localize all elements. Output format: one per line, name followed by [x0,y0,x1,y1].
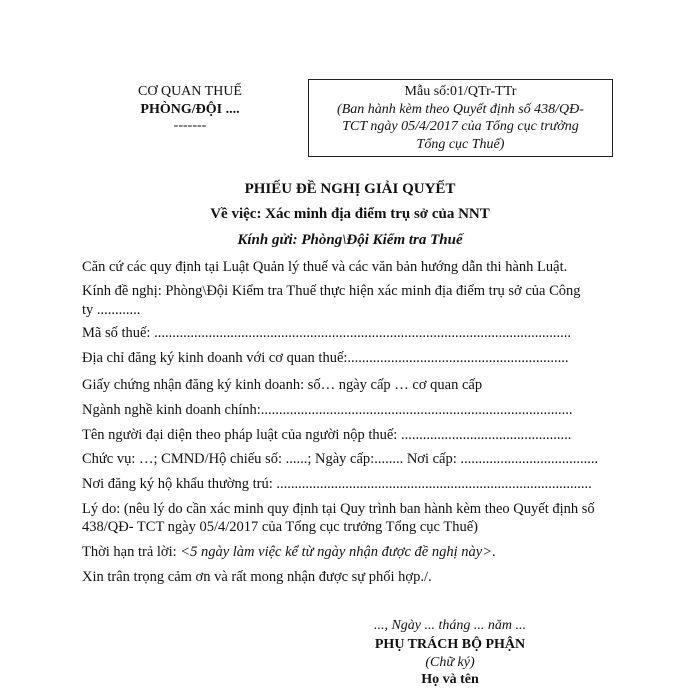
document-title: PHIẾU ĐỀ NGHỊ GIẢI QUYẾT [244,181,456,197]
form-issuance-note-line3: Tổng cục Thuế) [416,136,505,152]
form-number: Mẫu số:01/QTr-TTr [404,84,517,99]
permanent-residence-field: Nơi đăng ký hộ khẩu thường trú: ....................................................................................... [82,476,592,492]
request-line: Kính đề nghị: Phòng\Đội Kiểm tra Thuế thực hiện xác minh địa điểm trụ sở của Công [82,283,581,299]
agency-name: CƠ QUAN THUẾ [138,84,242,99]
deadline-value: <5 ngày làm việc kể từ ngày nhận được đề nghị này> [180,544,492,560]
business-address-field: Địa chỉ đăng ký kinh doanh với cơ quan thuế:............................................................. [82,350,569,366]
reason-line1: Lý do: (nêu lý do cần xác minh quy định tại Quy trình ban hành kèm theo Quyết định số [82,501,595,517]
form-issuance-note-line2: TCT ngày 05/4/2017 của Tổng cục trưởng [342,119,579,134]
header-divider: ------- [173,118,207,133]
position-id-field: Chức vụ: …; CMND/Hộ chiếu số: ......; Ngày cấp:........ Nơi cấp: ...................................... [82,451,599,467]
document-subject: Về việc: Xác minh địa điểm trụ sở của NNT [210,206,490,222]
deadline-label: Thời hạn trả lời: [82,544,181,560]
signature-note: (Chữ ký) [425,655,475,670]
business-license-field: Giấy chứng nhận đăng ký kinh doanh: số… ngày cấp … cơ quan cấp [82,377,483,393]
form-number-box [308,79,613,157]
department-name: PHÒNG/ĐỘI .... [140,102,240,117]
deadline-line [82,544,496,561]
reason-line2: 438/QĐ- TCT ngày 05/4/2017 của Tổng cục trưởng Tổng cục Thuế) [82,519,478,535]
signature-role: PHỤ TRÁCH BỘ PHẬN [374,637,526,652]
signature-name-label: Họ và tên [421,672,479,687]
signature-date-line: ..., Ngày ... tháng ... năm ... [373,618,527,633]
form-issuance-note-line1: (Ban hành kèm theo Quyết định số 438/QĐ- [337,101,584,117]
deadline-end: . [492,544,496,560]
company-name-line: ty ............ [82,302,141,318]
tax-code-field: Mã số thuế: ................................................................................................................... [82,325,571,341]
legal-representative-field: Tên người đại diện theo pháp luật của người nộp thuế: ............................................... [82,427,572,443]
closing-line: Xin trân trọng cảm ơn và rất mong nhận được sự phối hợp./. [82,569,432,585]
legal-basis-line: Căn cứ các quy định tại Luật Quản lý thuế và các văn bản hướng dẫn thi hành Luật. [82,259,568,275]
document-recipient: Kính gửi: Phòng\Đội Kiểm tra Thuế [237,232,463,248]
main-business-field: Ngành nghề kinh doanh chính:...................................................................................... [82,402,573,418]
